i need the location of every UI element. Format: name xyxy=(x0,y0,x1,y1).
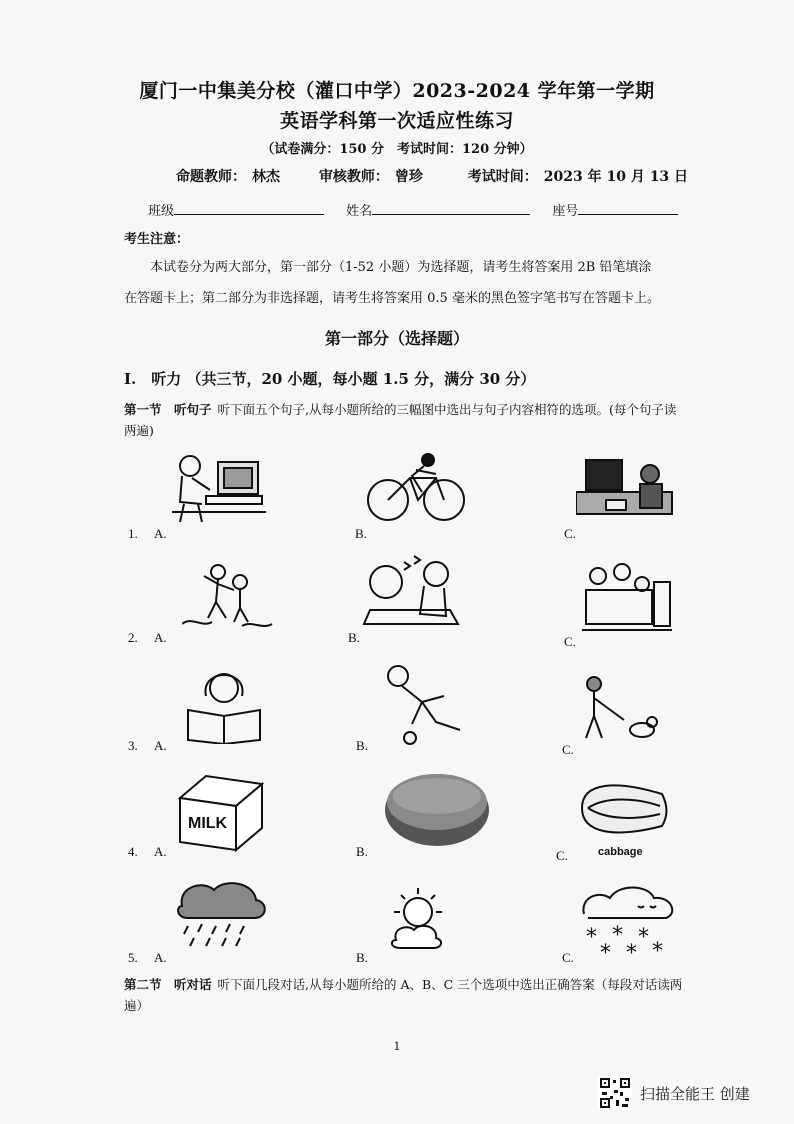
svg-text:*: * xyxy=(638,925,649,950)
rain-cloud-picture xyxy=(174,876,270,952)
football-player-picture xyxy=(372,660,472,746)
q4-option-c[interactable]: C. xyxy=(556,848,568,863)
page-number: 1 xyxy=(393,1040,401,1053)
q2-number: 2. xyxy=(128,630,138,645)
q3-option-c[interactable]: C. xyxy=(562,742,574,757)
q1-number: 1. xyxy=(128,526,138,541)
q5-option-c[interactable]: C. xyxy=(562,950,574,965)
exam-date: 2023 年 10 月 13 日 xyxy=(543,169,689,185)
q1-option-c[interactable]: C. xyxy=(564,526,576,541)
q4-number: 4. xyxy=(128,844,138,859)
cabbage-label: cabbage xyxy=(598,846,643,858)
q1-option-a[interactable]: A. xyxy=(154,526,167,541)
milk-label: MILK xyxy=(188,815,228,832)
teacher-info xyxy=(176,166,694,186)
part1-heading: 第一部分（选择题） xyxy=(324,329,469,348)
q3-number: 3. xyxy=(128,738,138,753)
q5-option-a[interactable]: A. xyxy=(154,950,167,965)
score-time: （试卷满分：150 分 考试时间：120 分钟） xyxy=(261,142,533,157)
listening-heading: I. 听力 （共三节，20 小题，每小题 1.5 分，满分 30 分） xyxy=(124,370,536,388)
section2-desc: 听下面几段对话,从每小题所给的 A、B、C 三个选项中选出正确答案（每段对话读两遍） xyxy=(124,977,683,1013)
class-input-line[interactable] xyxy=(174,202,324,215)
seat-input-line[interactable] xyxy=(578,202,678,215)
exam-title: 厦门一中集美分校（灌口中学）2023-2024 学年第一学期 xyxy=(139,80,655,102)
milk-carton-picture xyxy=(176,770,266,854)
section2-title: 第二节 听对话 xyxy=(124,977,212,992)
q3-option-a[interactable]: A. xyxy=(154,738,167,753)
q2-option-c[interactable]: C. xyxy=(564,634,576,649)
exam-date-label: 考试时间： xyxy=(467,169,538,185)
reviewer-name: 曾珍 xyxy=(394,169,423,185)
svg-text:*: * xyxy=(586,925,597,950)
student-fields xyxy=(148,200,696,219)
hikers-picture xyxy=(182,562,274,634)
svg-text:*: * xyxy=(612,923,623,948)
tv-viewer-picture xyxy=(576,456,676,526)
q3-option-b[interactable]: B. xyxy=(356,738,368,753)
section1-instructions xyxy=(124,399,684,441)
q2-option-a[interactable]: A. xyxy=(154,630,167,645)
name-input-line[interactable] xyxy=(372,202,530,215)
section2-instructions xyxy=(124,974,684,1016)
scanner-watermark xyxy=(598,1076,750,1110)
snow-cloud-picture xyxy=(578,880,680,960)
class-label: 班级 xyxy=(148,204,175,219)
svg-text:*: * xyxy=(626,941,637,960)
dog-walker-picture xyxy=(574,674,664,744)
name-label: 姓名 xyxy=(346,204,373,219)
qr-code-icon xyxy=(598,1076,632,1110)
svg-text:*: * xyxy=(600,941,611,960)
section1-desc: 听下面五个句子,从每小题所给的三幅图中选出与句子内容相符的选项。(每个句子读两遍) xyxy=(124,402,677,438)
reviewer-label: 审核教师： xyxy=(318,169,389,185)
setter-name: 林杰 xyxy=(252,169,280,185)
watermark-text: 扫描全能王 创建 xyxy=(640,1084,750,1103)
notice-heading: 考生注意： xyxy=(124,232,190,247)
seat-label: 座号 xyxy=(552,204,579,219)
computer-kid-picture xyxy=(162,452,272,524)
exam-subtitle: 英语学科第一次适应性练习 xyxy=(279,110,514,132)
notice-line1: 本试卷分为两大部分，第一部分（1-52 小题）为选择题，请考生将答案用 2B 铅笔填涂 xyxy=(150,260,652,275)
setter-label: 命题教师： xyxy=(176,169,246,185)
svg-text:*: * xyxy=(652,939,663,960)
cabbage-picture xyxy=(576,776,670,840)
hamburger-picture xyxy=(382,770,492,850)
q4-option-b[interactable]: B. xyxy=(356,844,368,859)
q5-number: 5. xyxy=(128,950,138,965)
q5-option-b[interactable]: B. xyxy=(356,950,368,965)
sun-cloud-picture xyxy=(384,884,454,950)
q1-option-b[interactable]: B. xyxy=(355,526,367,541)
q4-option-a[interactable]: A. xyxy=(154,844,167,859)
cyclist-picture xyxy=(366,452,466,524)
q2-option-b[interactable]: B. xyxy=(348,630,360,645)
reading-girl-picture xyxy=(184,660,264,744)
picnic-picture xyxy=(360,554,462,636)
notice-line2: 在答题卡上；第二部分为非选择题，请考生将答案用 0.5 毫米的黑色签字笔书写在答题卡上。 xyxy=(124,291,660,306)
family-picture xyxy=(578,562,674,636)
section1-title: 第一节 听句子 xyxy=(124,402,212,417)
